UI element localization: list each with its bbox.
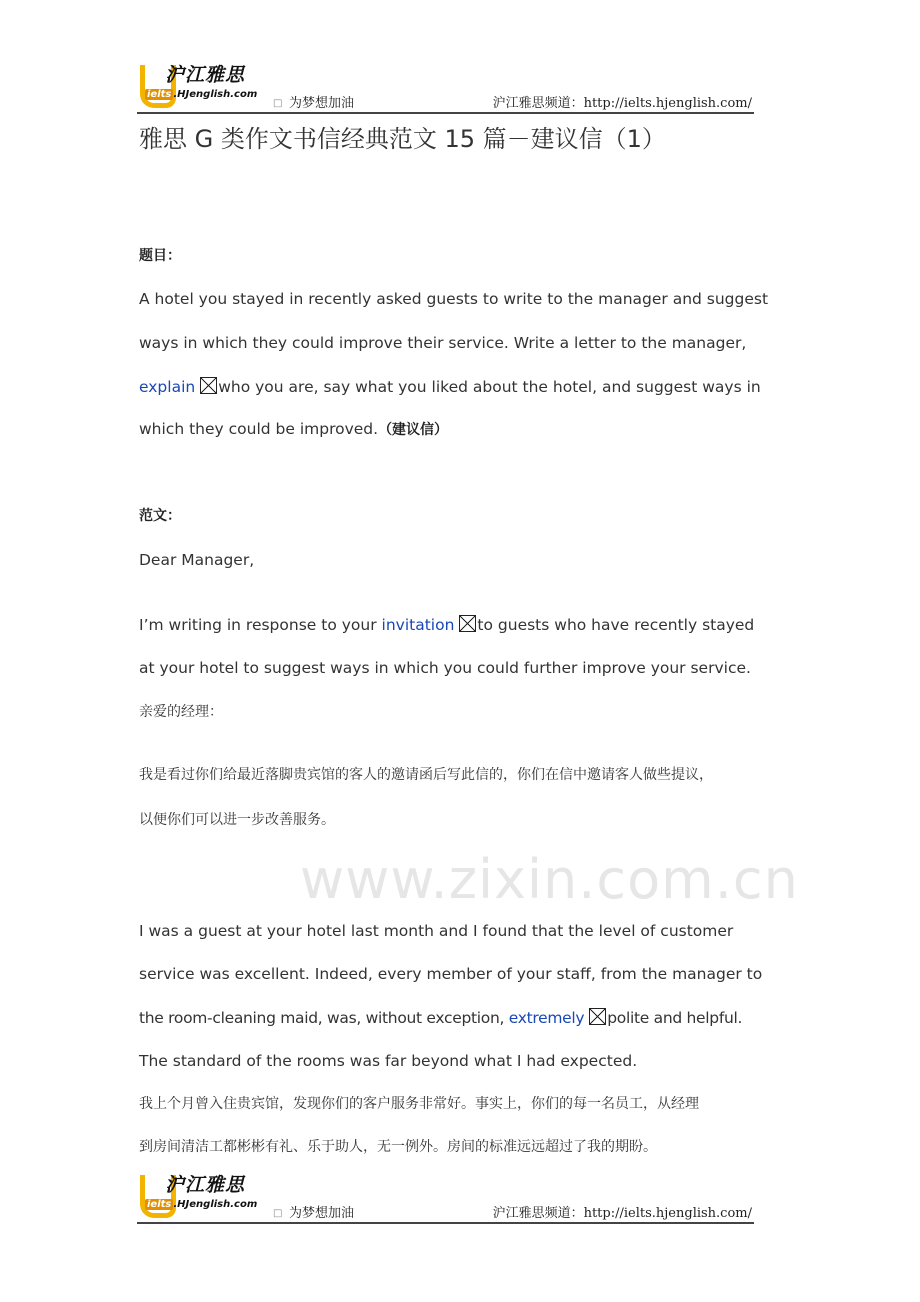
invitation-link[interactable]: invitation [381,616,455,634]
greeting: Dear Manager, [139,551,255,569]
paragraph-line: service was excellent. Indeed, every member of your staff, from the manager to [139,965,763,983]
topic-line: ways in which they could improve their service. Write a letter to the manager, [139,334,747,352]
logo-site: ielts .HJenglish.com [147,1199,258,1210]
hjenglish-logo [137,62,265,106]
paragraph-line: The standard of the rooms was far beyond what I had expected. [139,1052,638,1070]
broken-image-icon [589,1008,606,1025]
hjenglish-logo [137,1172,265,1216]
document-title: 雅思 G 类作文书信经典范文 15 篇－建议信（1） [139,125,666,153]
paragraph-line: I’m writing in response to your invitation to guests who have recently stayed [139,616,755,634]
cn-paragraph-line: 我是看过你们给最近落脚贵宾馆的客人的邀请函后写此信的，你们在信中邀请客人做些提议， [139,767,713,783]
watermark: www.zixin.com.cn [300,848,799,911]
broken-image-icon [459,615,476,632]
footer-rule [137,1222,754,1224]
explain-link[interactable]: explain [139,378,196,396]
paragraph-line: I was a guest at your hotel last month and I found that the level of customer [139,922,734,940]
footer-channel-link[interactable]: 沪江雅思频道：http://ielts.hjenglish.com/ [492,1206,752,1221]
extremely-link[interactable]: extremely [508,1009,585,1027]
topic-line: explain who you are, say what you liked about the hotel, and suggest ways in [139,378,761,396]
missing-glyph-icon: □ [273,98,283,109]
paragraph-line: at your hotel to suggest ways in which you could further improve your service. [139,659,751,677]
paragraph-line: the room-cleaning maid, was, without exception, extremely polite and helpful. [139,1009,743,1027]
header-slogan: 为梦想加油 [289,96,355,111]
topic-label: 题目： [139,248,181,264]
logo-site: ielts .HJenglish.com [147,89,258,100]
header-rule [137,112,754,114]
logo-brand: 沪江雅思 [165,64,246,86]
topic-line: A hotel you stayed in recently asked guests to write to the manager and suggest [139,290,769,308]
cn-paragraph-line: 以便你们可以进一步改善服务。 [139,812,335,828]
footer-slogan: 为梦想加油 [289,1206,355,1221]
cn-greeting: 亲爱的经理： [139,704,223,720]
page-footer [137,1172,754,1224]
cn-paragraph-line: 我上个月曾入住贵宾馆，发现你们的客户服务非常好。事实上，你们的每一名员工，从经理 [139,1096,699,1112]
logo-brand: 沪江雅思 [165,1174,246,1196]
sample-label: 范文： [139,508,181,524]
broken-image-icon [200,377,217,394]
missing-glyph-icon: □ [273,1208,283,1219]
cn-paragraph-line: 到房间清洁工都彬彬有礼、乐于助人，无一例外。房间的标准远远超过了我的期盼。 [139,1139,657,1155]
header-channel-link[interactable]: 沪江雅思频道：http://ielts.hjenglish.com/ [492,96,752,111]
topic-line: which they could be improved.（建议信） [139,420,449,438]
page-header [137,62,754,114]
